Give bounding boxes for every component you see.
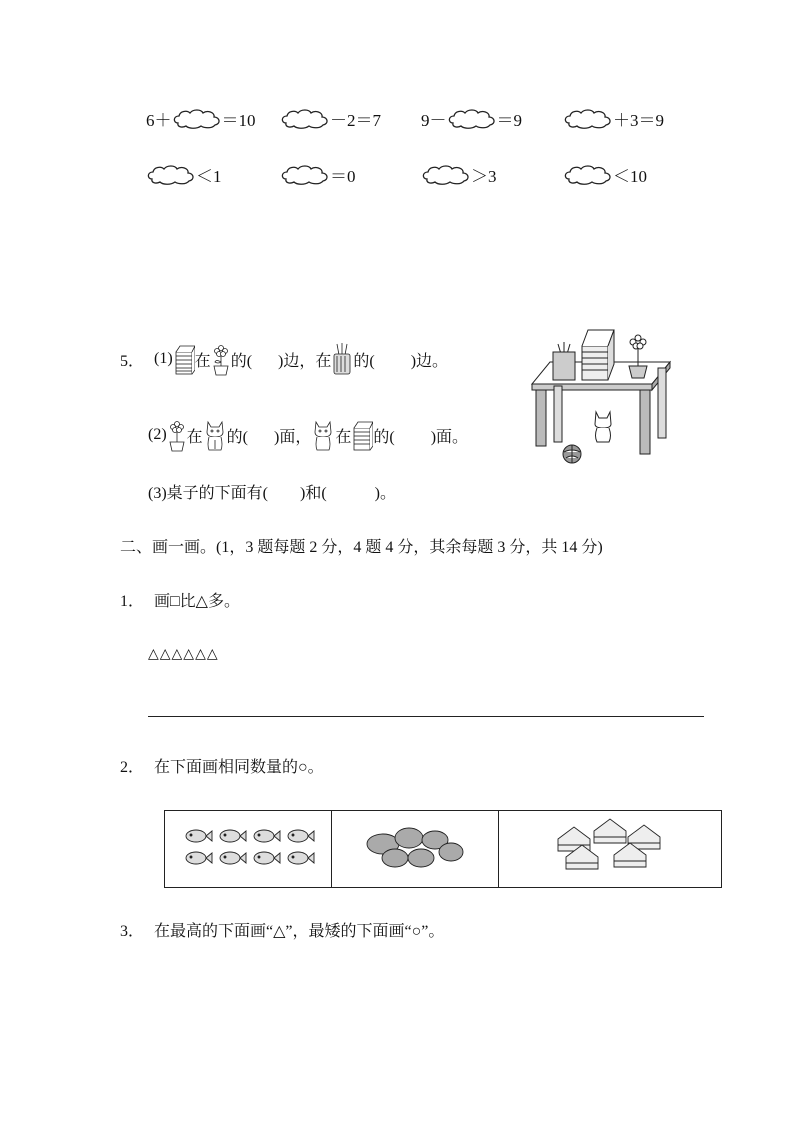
triangle-row: △△△△△△ (148, 647, 219, 662)
answer-cloud-blank[interactable] (447, 108, 497, 130)
answer-cloud-blank[interactable] (280, 164, 330, 186)
answer-cloud-blank[interactable] (172, 108, 222, 130)
cake-group-icon (554, 817, 666, 877)
cake-cell[interactable] (499, 811, 722, 888)
cloud-inequality: ＜10 (563, 162, 647, 187)
pencil-holder-icon (331, 342, 353, 376)
book-stack-icon (351, 418, 373, 452)
flower-pot-icon (211, 342, 231, 376)
draw-question-1: 1． 画□比△多。 (120, 593, 240, 610)
answer-cloud-blank[interactable] (563, 164, 613, 186)
answer-cloud-blank[interactable] (146, 164, 196, 186)
answer-cloud-blank[interactable] (563, 108, 613, 130)
table-scene-illustration (526, 324, 676, 464)
section-2-heading: 二、画一画。(1，3 题每题 2 分，4 题 4 分，其余每题 3 分，共 14 分) (120, 539, 603, 556)
draw-question-3: 3． 在最高的下面画“△”，最矮的下面画“○”。 (120, 923, 445, 940)
book-stack-icon (173, 342, 195, 376)
cloud-inequality: ＝0 (280, 162, 356, 187)
cloud-equation: －2＝7 (280, 106, 381, 131)
cloud-equation: ＋3＝9 (563, 106, 664, 131)
stone-group-icon (365, 824, 465, 870)
answer-cloud-blank[interactable] (280, 108, 330, 130)
cloud-equation: 9－ ＝9 (421, 106, 522, 131)
fish-cell[interactable] (165, 811, 332, 888)
cat-icon (311, 418, 335, 452)
cloud-inequality: ＞3 (421, 162, 497, 187)
question-5-part-1: 5． (1) 在 的( )边，在 的( )边。 (120, 342, 448, 376)
draw-question-2: 2． 在下面画相同数量的○。 (120, 759, 324, 776)
answer-line[interactable] (148, 716, 704, 717)
cloud-equation: 6＋ ＝10 (146, 106, 256, 131)
question-5-part-2: (2) 在 的( )面， 在 的( )面。 (148, 418, 468, 452)
cat-icon (203, 418, 227, 452)
counting-picture-table (164, 810, 722, 888)
question-5-part-3: (3)桌子的下面有( )和( )。 (148, 485, 396, 502)
fish-group-icon (178, 824, 318, 870)
stone-cell[interactable] (332, 811, 499, 888)
flower-pot-icon (167, 418, 187, 452)
answer-cloud-blank[interactable] (421, 164, 471, 186)
cloud-inequality: ＜1 (146, 162, 222, 187)
